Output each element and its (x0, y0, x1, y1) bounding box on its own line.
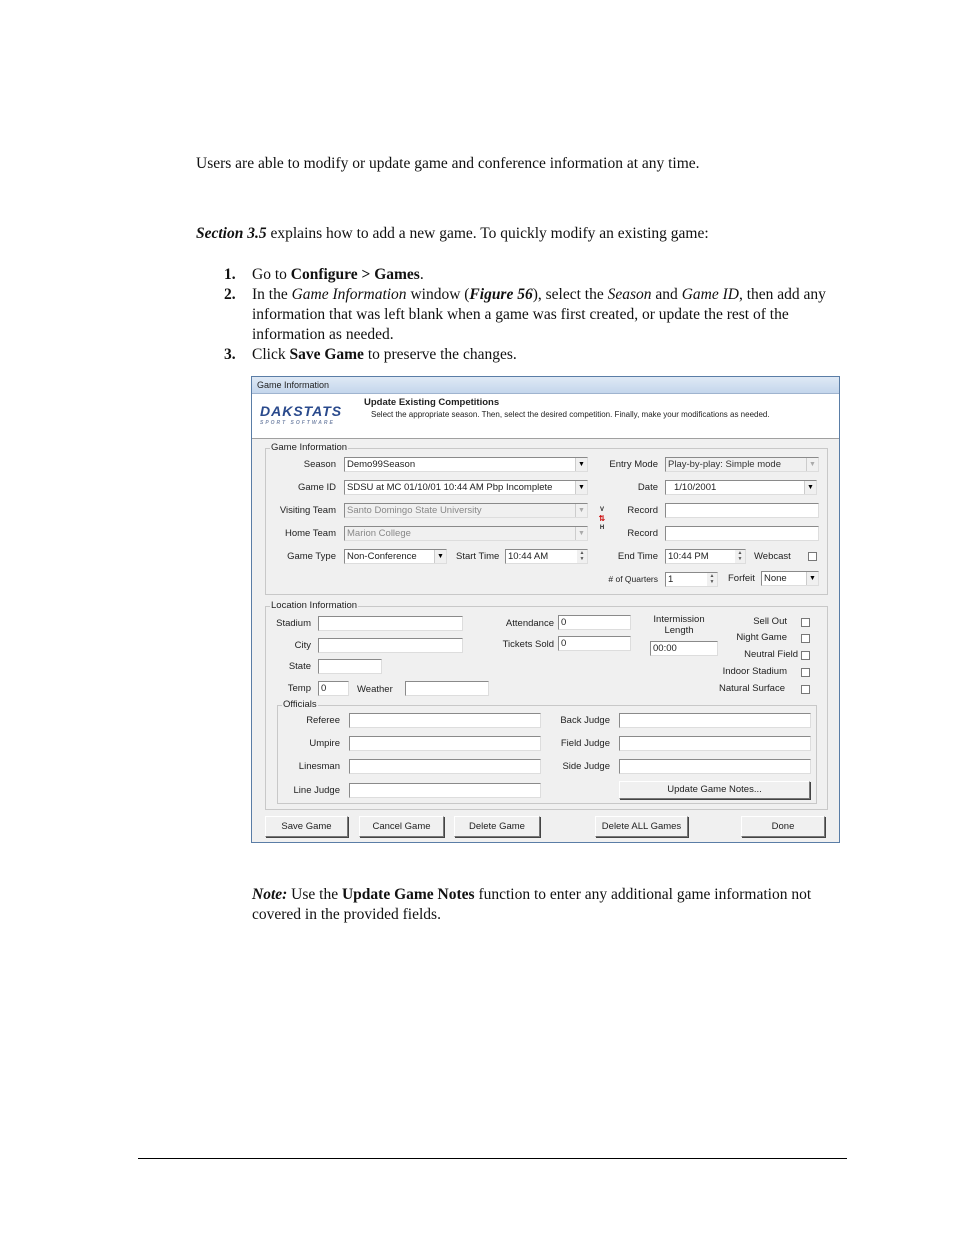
sell-out-label: Sell Out (753, 616, 787, 627)
step-text: window ( (406, 286, 470, 303)
step-text: and (651, 286, 682, 303)
start-time-value: 10:44 AM (508, 551, 549, 562)
visiting-record-label: Record (627, 505, 658, 516)
visiting-team-select[interactable] (344, 503, 588, 518)
step-italic: Season (607, 286, 652, 303)
stadium-label: Stadium (276, 618, 311, 629)
linesman-label: Linesman (298, 761, 340, 772)
intermission-label: Intermission Length (653, 614, 705, 636)
home-team-label: Home Team (284, 528, 336, 539)
end-time-spinner[interactable] (665, 549, 746, 564)
end-time-value: 10:44 PM (668, 551, 709, 562)
game-type-value: Non-Conference (347, 551, 417, 562)
swap-teams-icon[interactable] (597, 506, 607, 532)
game-information-dialog (251, 376, 840, 843)
chevron-down-icon[interactable]: ▼ (806, 572, 818, 585)
chevron-down-icon[interactable]: ▼ (575, 458, 587, 471)
note-paragraph (252, 885, 812, 925)
section-paragraph (196, 225, 709, 243)
temp-input[interactable]: 0 (318, 681, 349, 696)
game-id-value: SDSU at MC 01/10/01 10:44 AM Pbp Incomplete (347, 482, 553, 493)
date-label: Date (637, 482, 658, 493)
home-team-select[interactable] (344, 526, 588, 541)
season-label: Season (303, 459, 336, 470)
note-text: function to enter any additional game information not covered in the provided fields. (252, 886, 812, 923)
neutral-field-checkbox[interactable] (801, 651, 810, 660)
game-type-select[interactable] (344, 549, 447, 564)
night-game-label: Night Game (736, 632, 787, 643)
chevron-down-icon[interactable]: ▼ (804, 481, 816, 494)
line-judge-input[interactable] (349, 783, 541, 798)
weather-input[interactable] (405, 681, 489, 696)
indoor-stadium-checkbox[interactable] (801, 668, 810, 677)
forfeit-label: Forfeit (728, 573, 755, 584)
step-2 (224, 285, 839, 345)
temp-label: Temp (287, 683, 311, 694)
intermission-input[interactable]: 00:00 (650, 641, 718, 656)
chevron-down-icon[interactable]: ▼ (434, 550, 446, 563)
step-text: , then add any information that was left blank when a game was first created, or update the rest of the information as needed. (252, 286, 826, 343)
dialog-header (252, 394, 839, 439)
dialog-title-bar: Game Information (252, 377, 839, 394)
state-input[interactable] (318, 659, 382, 674)
end-time-label: End Time (617, 551, 658, 562)
section-text: explains how to add a new game. To quickly modify an existing game: (266, 225, 709, 242)
field-judge-label: Field Judge (560, 738, 610, 749)
step-text: ), select the (532, 286, 608, 303)
city-label: City (294, 640, 311, 651)
dakstats-logo (260, 404, 342, 427)
natural-surface-label: Natural Surface (718, 683, 785, 694)
steps-list (224, 265, 839, 365)
weather-label: Weather (357, 684, 393, 695)
entry-mode-value: Play-by-play: Simple mode (668, 459, 781, 470)
home-record-input[interactable] (665, 526, 819, 541)
home-record-label: Record (627, 528, 658, 539)
attendance-input[interactable]: 0 (558, 615, 631, 630)
note-text: Use the (287, 886, 342, 903)
step-number: 2. (224, 286, 236, 303)
start-time-label: Start Time (456, 551, 500, 562)
game-type-label: Game Type (287, 551, 336, 562)
umpire-input[interactable] (349, 736, 541, 751)
neutral-field-label: Neutral Field (744, 649, 798, 660)
h-label: H (599, 525, 605, 531)
done-button[interactable]: Done (741, 816, 825, 837)
step-text: In the (252, 286, 292, 303)
spinner-arrows-icon[interactable]: ▲ ▼ (577, 550, 587, 563)
step-italic: Game Information (291, 286, 407, 303)
quarters-value: 1 (668, 574, 674, 585)
chevron-down-icon: ▼ (575, 527, 587, 540)
linesman-input[interactable] (349, 759, 541, 774)
game-id-select[interactable] (344, 480, 588, 495)
group-legend: Officials (283, 699, 317, 710)
attendance-label: Attendance (505, 618, 554, 629)
field-judge-input[interactable] (619, 736, 811, 751)
entry-mode-label: Entry Mode (609, 459, 658, 470)
step-number: 1. (224, 266, 236, 283)
step-text: to preserve the changes. (363, 346, 517, 363)
note-label: Note: (252, 886, 288, 903)
delete-all-games-button[interactable]: Delete ALL Games (595, 816, 688, 837)
group-legend: Location Information (271, 600, 358, 611)
indoor-stadium-label: Indoor Stadium (722, 666, 787, 677)
figure-ref: Figure 56 (469, 286, 533, 303)
step-text: . (419, 266, 424, 283)
chevron-down-icon[interactable]: ▼ (575, 481, 587, 494)
chevron-down-icon: ▼ (806, 458, 818, 471)
stadium-input[interactable] (318, 616, 463, 631)
tickets-sold-label: Tickets Sold (502, 639, 554, 650)
update-game-notes-button[interactable]: Update Game Notes... (619, 781, 810, 799)
entry-mode-select[interactable] (665, 457, 819, 472)
header-subtitle: Select the appropriate season. Then, select the desired competition. Finally, make your modifications as needed. (371, 410, 770, 419)
date-picker[interactable] (665, 480, 817, 495)
referee-input[interactable] (349, 713, 541, 728)
chevron-down-icon: ▼ (575, 504, 587, 517)
save-game-button[interactable]: Save Game (265, 816, 348, 837)
forfeit-value: None (764, 573, 787, 584)
quarters-label: # of Quarters (608, 574, 658, 584)
state-label: State (288, 661, 311, 672)
game-id-label: Game ID (297, 482, 336, 493)
swap-arrows-icon: ⇅ (598, 514, 606, 523)
referee-label: Referee (306, 715, 340, 726)
step-1 (224, 265, 839, 285)
intro-paragraph: Users are able to modify or update game and conference information at any time. (196, 155, 700, 172)
webcast-label: Webcast (754, 551, 791, 562)
natural-surface-checkbox[interactable] (801, 685, 810, 694)
date-value: 1/10/2001 (674, 482, 717, 493)
section-ref: Section 3.5 (196, 225, 267, 242)
step-bold: Save Game (289, 346, 364, 363)
visiting-team-label: Visiting Team (279, 505, 336, 516)
step-text: Click (252, 346, 290, 363)
spinner-arrows-icon[interactable]: ▲ ▼ (707, 573, 717, 586)
line-judge-label: Line Judge (293, 785, 340, 796)
logo-text: DAKSTATS (260, 403, 343, 419)
delete-game-button[interactable]: Delete Game (454, 816, 540, 837)
step-italic: Game ID (681, 286, 739, 303)
back-judge-label: Back Judge (560, 715, 610, 726)
season-value: Demo99Season (347, 459, 416, 470)
note-bold: Update Game Notes (341, 886, 475, 903)
night-game-checkbox[interactable] (801, 634, 810, 643)
back-judge-input[interactable] (619, 713, 811, 728)
footer-rule (138, 1158, 847, 1159)
logo-subtext: SPORT SOFTWARE (260, 420, 335, 426)
sell-out-checkbox[interactable] (801, 618, 810, 627)
v-label: V (599, 507, 604, 513)
cancel-game-button[interactable]: Cancel Game (359, 816, 444, 837)
home-team-value: Marion College (347, 528, 411, 539)
umpire-label: Umpire (309, 738, 340, 749)
group-legend: Game Information (271, 442, 348, 453)
step-text: Go to (252, 266, 291, 283)
step-bold: Configure > Games (290, 266, 420, 283)
visiting-record-input[interactable] (665, 503, 819, 518)
season-select[interactable] (344, 457, 588, 472)
step-number: 3. (224, 346, 236, 363)
city-input[interactable] (318, 638, 463, 653)
side-judge-input[interactable] (619, 759, 811, 774)
header-title: Update Existing Competitions (364, 397, 500, 408)
visiting-team-value: Santo Domingo State University (347, 505, 482, 516)
start-time-spinner[interactable] (505, 549, 588, 564)
webcast-checkbox[interactable] (808, 552, 817, 561)
side-judge-label: Side Judge (562, 761, 610, 772)
step-3 (224, 345, 839, 365)
forfeit-select[interactable] (761, 571, 819, 586)
spinner-arrows-icon[interactable]: ▲ ▼ (735, 550, 745, 563)
quarters-spinner[interactable] (665, 572, 718, 587)
tickets-sold-input[interactable]: 0 (558, 636, 631, 651)
